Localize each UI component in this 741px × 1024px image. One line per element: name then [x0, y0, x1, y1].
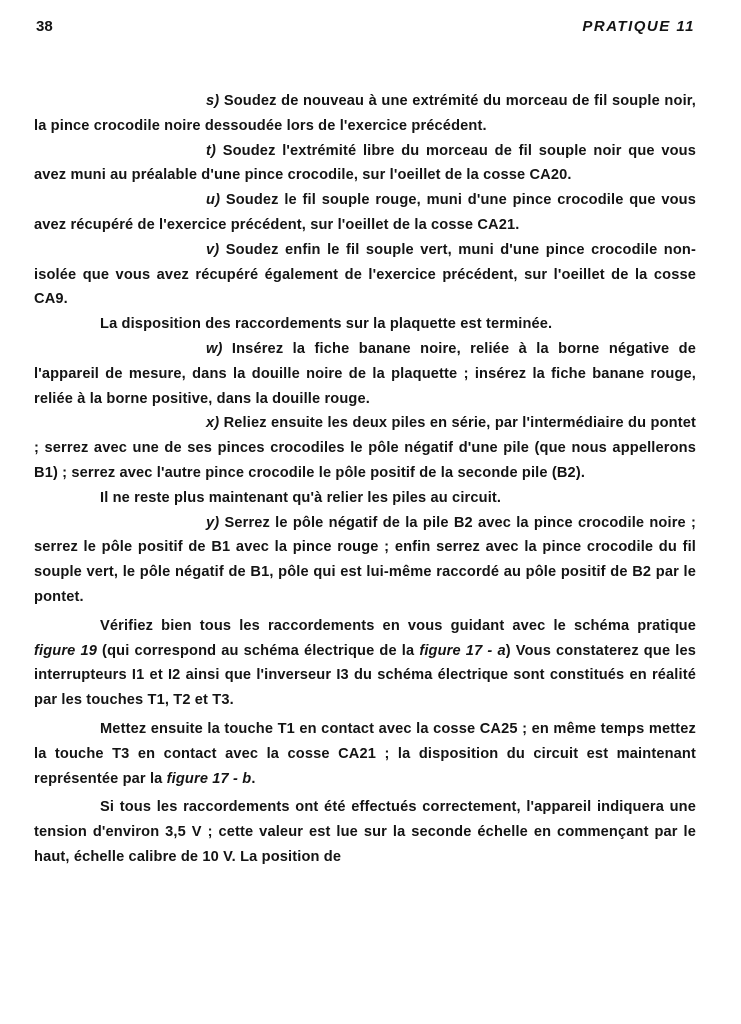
- step-marker: w): [206, 340, 223, 357]
- step-text: Insérez la fiche banane noire, reliée à la borne négative de l'appareil de mesure, dans la douille noire de la plaquette ; insérez la fiche banane rouge, reliée à la borne positive, dans la douille rouge.: [34, 340, 696, 407]
- step-marker: v): [206, 241, 220, 258]
- page-number: 38: [36, 18, 53, 35]
- step-marker: t): [206, 142, 217, 159]
- step-text: Soudez enfin le fil souple vert, muni d'une pince crocodile non-isolée que vous avez récupéré également de l'exercice précédent, sur l'oeillet de la cosse CA9.: [34, 241, 696, 308]
- step-marker: u): [206, 192, 221, 209]
- paragraph-text: (qui correspond au schéma électrique de la: [97, 642, 420, 659]
- body-text: [34, 89, 696, 870]
- page-header: [36, 18, 695, 40]
- layout-complete-paragraph: [34, 312, 696, 337]
- step-x-paragraph: [34, 411, 696, 485]
- step-s-paragraph: [34, 89, 696, 139]
- step-v-paragraph: [34, 238, 696, 312]
- step-marker: y): [206, 514, 220, 531]
- step-marker: x): [206, 415, 220, 432]
- connect-batteries-paragraph: [34, 486, 696, 511]
- paragraph-text: Si tous les raccordements ont été effectués correctement, l'appareil indiquera une tension d'environ 3,5 V ; cette valeur est lue sur la seconde échelle en commençant par le haut, échelle calibre de 10 V. La position de: [34, 799, 696, 865]
- paragraph-text: La disposition des raccordements sur la plaquette est terminée.: [100, 316, 553, 333]
- figure-reference: figure 17 - a: [419, 642, 506, 659]
- paragraph-text: Il ne reste plus maintenant qu'à relier les piles au circuit.: [100, 489, 502, 506]
- paragraph-text: Mettez ensuite la touche T1 en contact avec la cosse CA25 ; en même temps mettez la touche T3 en contact avec la cosse CA21 ; la disposition du circuit est maintenant représentée par la: [34, 720, 696, 787]
- paragraph-text: ) Vous constaterez que les interrupteurs I1 et I2 ainsi que l'inverseur I3 du schéma électrique sont constitués en réalité par les touches T1, T2 et T3.: [34, 642, 696, 709]
- step-text: Reliez ensuite les deux piles en série, par l'intermédiaire du pontet ; serrez avec une de ses pinces crocodiles le pôle négatif d'une pile (que nous appellerons B1) ; serrez avec l'autre pince crocodile le pôle positif de la seconde pile (B2).: [34, 415, 696, 481]
- voltage-reading-paragraph: [34, 795, 696, 869]
- step-t-paragraph: [34, 139, 696, 189]
- step-marker: s): [206, 93, 220, 109]
- paragraph-text: .: [251, 770, 256, 787]
- step-text: Soudez l'extrémité libre du morceau de fil souple noir que vous avez muni au préalable d'une pince crocodile, sur l'oeillet de la cosse CA20.: [34, 142, 696, 184]
- switch-contact-paragraph: [34, 717, 696, 791]
- step-w-paragraph: [34, 337, 696, 411]
- step-u-paragraph: [34, 188, 696, 238]
- step-y-paragraph: [34, 511, 696, 610]
- figure-reference: figure 19: [34, 642, 98, 659]
- running-title: PRATIQUE 11: [582, 18, 695, 35]
- paragraph-text: Vérifiez bien tous les raccordements en vous guidant avec le schéma pratique: [100, 617, 696, 634]
- step-text: Soudez de nouveau à une extrémité du morceau de fil souple noir, la pince crocodile noire dessoudée lors de l'exercice précédent.: [34, 93, 696, 134]
- step-text: Soudez le fil souple rouge, muni d'une pince crocodile que vous avez récupéré de l'exercice précédent, sur l'oeillet de la cosse CA21.: [34, 192, 696, 233]
- figure-reference: figure 17 - b: [166, 770, 252, 787]
- verify-connections-paragraph: [34, 614, 696, 713]
- step-text: Serrez le pôle négatif de la pile B2 avec la pince crocodile noire ; serrez le pôle positif de B1 avec la pince rouge ; enfin serrez avec la pince crocodile du fil souple vert, le pôle négatif de B1, pôle qui est lui-même raccordé au pôle positif de B2 par le pontet.: [34, 514, 696, 605]
